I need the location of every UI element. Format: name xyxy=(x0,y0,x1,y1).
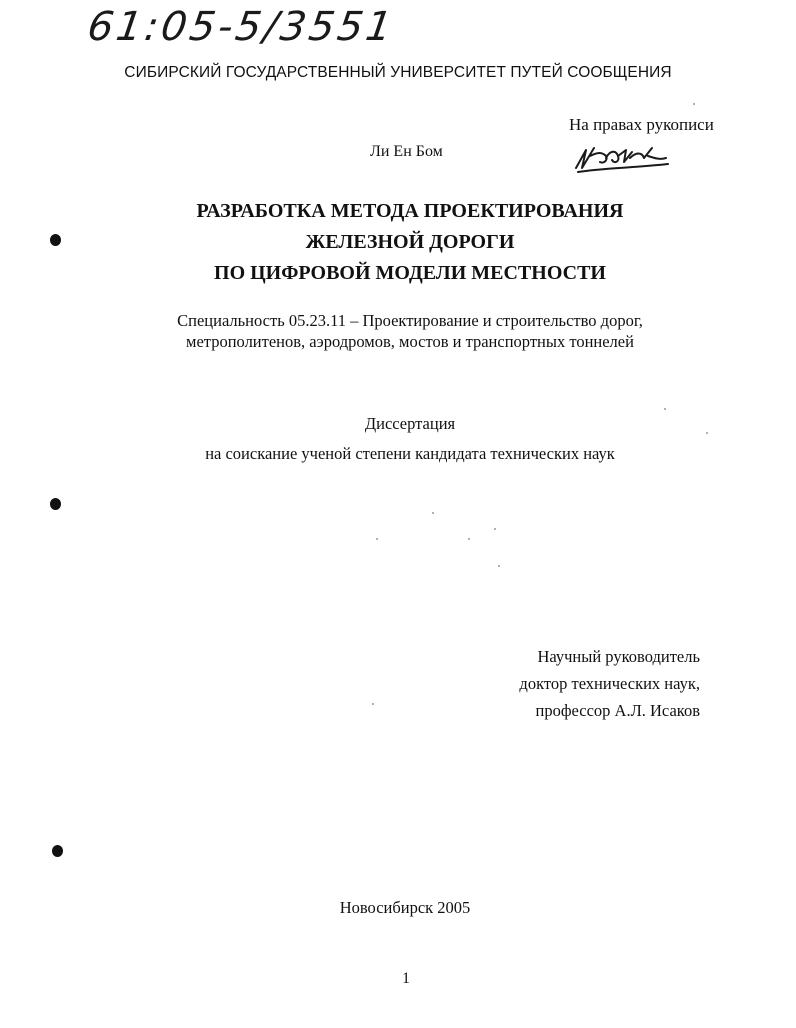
specialty xyxy=(0,310,796,352)
rights-note: На правах рукописи xyxy=(569,115,714,134)
author-signature xyxy=(572,138,672,178)
title-line: ЖЕЛЕЗНОЙ ДОРОГИ xyxy=(305,231,515,253)
scan-speck xyxy=(468,538,470,540)
dissertation-title xyxy=(0,196,796,289)
scan-speck xyxy=(494,528,496,530)
supervisor-name: профессор А.Л. Исаков xyxy=(535,701,700,720)
scan-speck xyxy=(664,408,666,410)
author-name: Ли Ен Бом xyxy=(370,143,443,160)
scan-speck xyxy=(376,538,378,540)
supervisor-block xyxy=(500,643,700,724)
punch-hole-mark xyxy=(50,498,61,510)
specialty-line: Специальность 05.23.11 – Проектирование и строительство дорог, xyxy=(177,311,643,330)
supervisor-role: Научный руководитель xyxy=(537,647,700,666)
dissertation-type xyxy=(0,409,796,469)
scan-speck xyxy=(432,512,434,514)
scan-speck xyxy=(498,565,500,567)
scan-speck xyxy=(372,703,374,705)
title-line: РАЗРАБОТКА МЕТОДА ПРОЕКТИРОВАНИЯ xyxy=(196,200,624,222)
city-year: Новосибирск 2005 xyxy=(339,898,471,917)
degree-line: на соискание ученой степени кандидата технических наук xyxy=(205,444,615,463)
title-line: ПО ЦИФРОВОЙ МОДЕЛИ МЕСТНОСТИ xyxy=(214,262,606,284)
university-name: СИБИРСКИЙ ГОСУДАРСТВЕННЫЙ УНИВЕРСИТЕТ ПУТЕЙ СООБЩЕНИЯ xyxy=(124,64,672,81)
specialty-line: метрополитенов, аэродромов, мостов и транспортных тоннелей xyxy=(186,332,634,351)
scan-speck xyxy=(693,103,695,105)
page-number: 1 xyxy=(402,970,410,987)
punch-hole-mark xyxy=(52,845,63,857)
dissertation-label: Диссертация xyxy=(364,414,456,433)
handwritten-catalog-number: 61:05-5/3551 xyxy=(84,4,398,50)
scan-speck xyxy=(706,432,708,434)
punch-hole-mark xyxy=(50,234,61,246)
supervisor-degree: доктор технических наук, xyxy=(519,674,700,693)
